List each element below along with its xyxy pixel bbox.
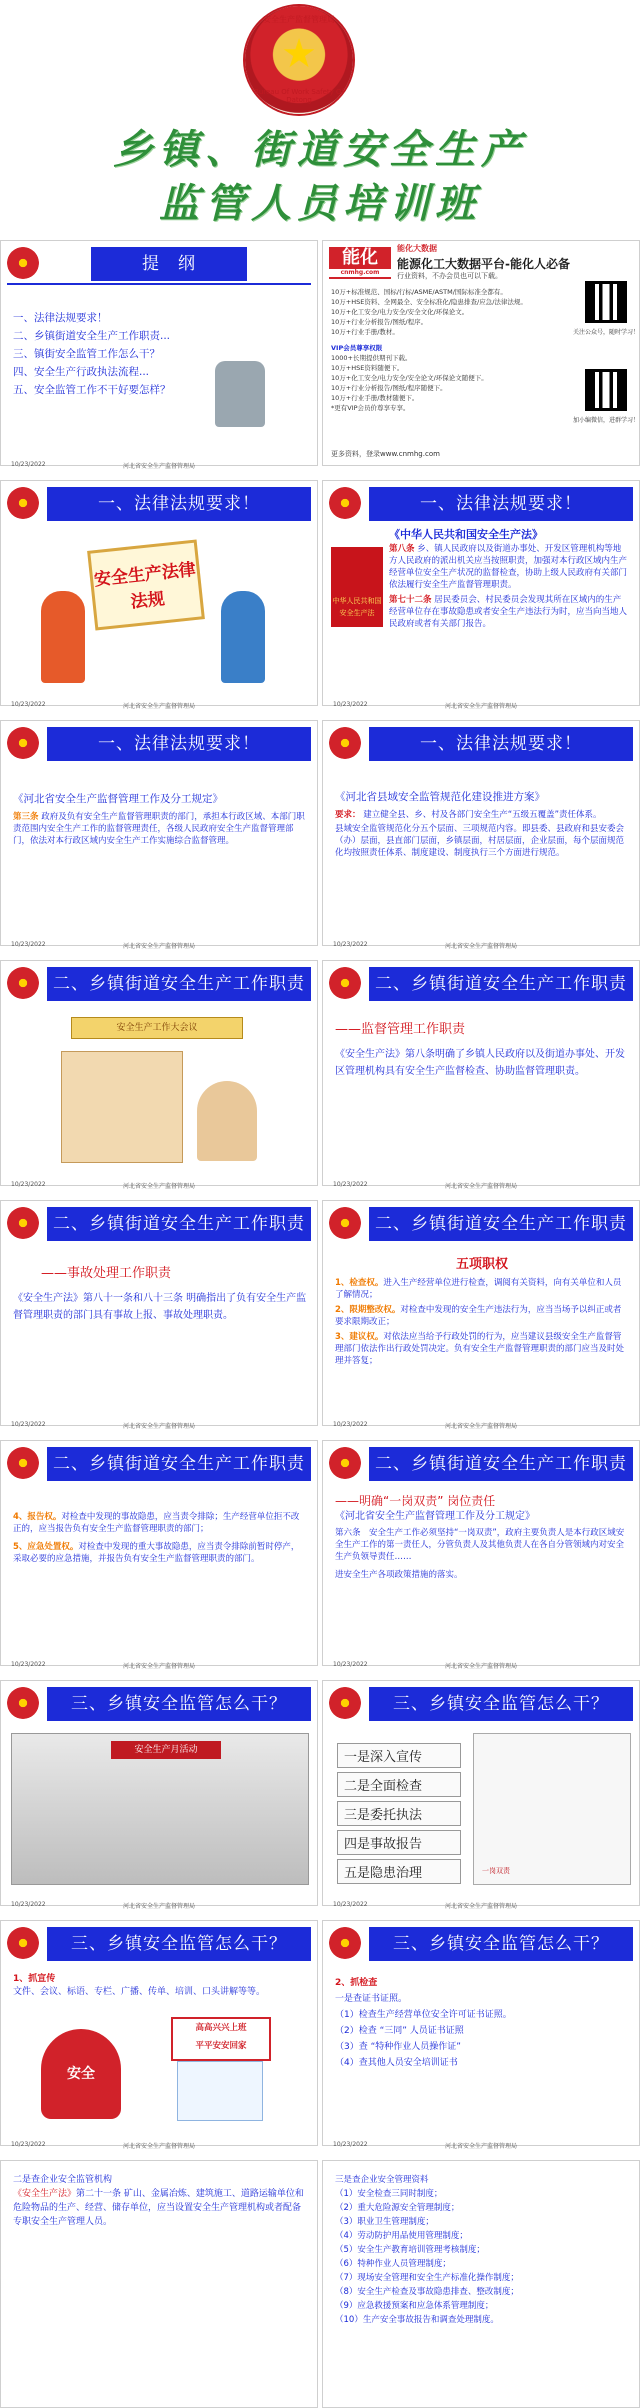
ad-vip-line: 10万+HSE资料随便下。: [331, 364, 404, 372]
slide-footer: 河北省安全生产监督管理局: [444, 1903, 517, 1910]
slide-date: 10/23/2022: [11, 701, 46, 708]
point-heading: 1、抓宣传: [13, 1974, 56, 1984]
emblem-icon: [7, 1207, 39, 1239]
cartoon-figure-icon: [197, 1081, 257, 1161]
slide-footer: 河北省安全生产监督管理局: [122, 1423, 195, 1430]
point-sub: 二是查企业安全监管机构: [13, 2175, 113, 2185]
ad-vip-line: *更有VIP会员价尊享专享。: [331, 404, 410, 412]
ad-vip-title: VIP会员尊享权限: [331, 344, 383, 352]
power-label: 2、限期整改权。: [335, 1305, 401, 1315]
regulation-title: 《河北省安全生产监督管理工作及分工规定》: [335, 1511, 535, 1522]
emblem-icon: [7, 1927, 39, 1959]
slide-footer: 河北省安全生产监督管理局: [444, 2143, 517, 2150]
emblem-icon: [7, 487, 39, 519]
duty-slide-3: [0, 1200, 318, 1430]
law-title: 《中华人民共和国安全生产法》: [389, 528, 543, 541]
activity-banner: 安全生产月活动: [111, 1741, 221, 1759]
power-text: 对依法应当给予行政处罚的行为，应当建议县级安全生产监督管理部门依法作出行政处罚决定。负有安全生产监督管理职责的部门应当及时处理并答复；: [335, 1332, 625, 1366]
material-item: （8）安全生产检查及事故隐患排查、整改制度；: [335, 2287, 519, 2297]
outline-item: 四、安全生产行政执法流程...: [13, 366, 150, 378]
slide-title: 二、乡镇街道安全生产工作职责: [369, 1207, 633, 1241]
material-item: （10）生产安全事故报告和调查处理制度。: [335, 2315, 499, 2325]
ad-footer: 更多资料，登录www.cnmhg.com: [331, 450, 440, 458]
law-scroll: 安全生产法律法规: [87, 539, 205, 630]
ad-vip-line: 10万+行业分析报告/图纸/程序随便下。: [331, 384, 447, 392]
slide-footer: 河北省安全生产监督管理局: [122, 1903, 195, 1910]
qr-caption: 关注公众号，随时学习！: [572, 329, 639, 336]
slide-date: 10/23/2022: [11, 1421, 46, 1428]
section-subheading: ——事故处理工作职责: [41, 1266, 172, 1281]
cover-title-line1: 乡镇、街道安全生产: [113, 126, 527, 173]
slide-title: 一、法律法规要求！: [47, 727, 311, 761]
approach-list: [337, 1739, 461, 1888]
poster-line: 平平安安回家: [195, 2041, 247, 2051]
meeting-banner: 安全生产工作大会议: [71, 1017, 243, 1039]
power-label: 3、建议权。: [335, 1332, 384, 1342]
logo-sub: cnmhg.com: [329, 269, 391, 277]
slide-footer: 河北省安全生产监督管理局: [444, 1663, 517, 1670]
duty-slide-2: [322, 960, 640, 1190]
article-label: 第三条: [13, 812, 39, 822]
law-slide-1: [0, 480, 318, 710]
regulation-title: 《河北省安全生产监督管理工作及分工规定》: [13, 793, 223, 805]
duty-slide-1: [0, 960, 318, 1190]
slide-title: 三、乡镇安全监管怎么干？: [47, 1927, 311, 1961]
slide-date: 10/23/2022: [11, 461, 46, 468]
slide-title: 二、乡镇街道安全生产工作职责: [47, 1207, 311, 1241]
emblem-icon: [329, 1927, 361, 1959]
divider: [7, 283, 311, 285]
power-text: 对检查中发现的重大事故隐患，应当责令排除前暂时停产，采取必要的应急措施，并报告负有安全生产监督管理职责的部门。: [13, 1542, 300, 1564]
ad-vip-line: 10万+行业手册/教材随便下。: [331, 394, 419, 402]
point-detail: 文件、会议、标语、专栏、广播、传单、培训、口头讲解等等。: [13, 1987, 266, 1997]
slide-footer: 河北省安全生产监督管理局: [122, 943, 195, 950]
ad-line: 10万+行业分析报告/图纸/程序。: [331, 318, 428, 326]
emblem-icon: [7, 1447, 39, 1479]
material-item: （7）现场安全管理和安全生产标准化操作制度；: [335, 2273, 519, 2283]
bell-icon: [215, 361, 265, 427]
emblem-icon: [7, 1687, 39, 1719]
slide-title: 一、法律法规要求！: [369, 727, 633, 761]
duty-slide-4: [322, 1200, 640, 1430]
worker-figure-icon: [41, 591, 85, 683]
power-text: 对检查中发现的事故隐患，应当责令排除；生产经营单位拒不改正的，应当报告负有安全生产监督管理职责的部门；: [13, 1512, 300, 1534]
material-item: （4）劳动防护用品使用管理制度；: [335, 2231, 468, 2241]
poster-line: 高高兴兴上班: [195, 2023, 247, 2033]
ad-brand: 能化大数据: [397, 244, 437, 253]
slide-title: 二、乡镇街道安全生产工作职责: [47, 1447, 311, 1481]
cartoon-caption: 一岗双责: [482, 1867, 510, 1875]
law-slide-4: [322, 720, 640, 950]
duty-slide-5: [0, 1440, 318, 1670]
outline-item: 三、镇街安全监管工作怎么干？: [13, 348, 160, 360]
ad-feature-list: [331, 287, 549, 413]
slide-title: 二、乡镇街道安全生产工作职责: [369, 1447, 633, 1481]
qr-caption: 加小编微信，进群学习！: [572, 417, 639, 424]
worker-figure-icon: [221, 591, 265, 683]
howto-slide-5: [0, 2160, 318, 2408]
slide-footer: 河北省安全生产监督管理局: [444, 943, 517, 950]
check-item: （2）检查 “三同” 人员证书证照: [335, 2026, 464, 2036]
check-item: （1）检查生产经营单位安全许可证书证照。: [335, 2010, 512, 2020]
slide-title: 三、乡镇安全监管怎么干？: [369, 1687, 633, 1721]
article-label: 第八条: [389, 544, 415, 554]
ad-slide: [322, 240, 640, 466]
article-label: 第七十二条: [389, 595, 432, 605]
slide-title: 一、法律法规要求！: [369, 487, 633, 521]
material-item: （2）重大危险源安全管理制度；: [335, 2203, 460, 2213]
family-illustration: [177, 2061, 263, 2121]
law-title: 《安全生产法》: [13, 2189, 77, 2199]
ad-line: 10万+行业手册/教材。: [331, 328, 399, 336]
material-item: （3）职业卫生管理制度；: [335, 2217, 434, 2227]
slide-date: 10/23/2022: [11, 941, 46, 948]
safety-helmet-icon: 安全: [41, 2029, 121, 2119]
cnmhg-logo: 能化 cnmhg.com: [329, 247, 391, 279]
material-item: （9）应急救援预案和应急体系管理制度；: [335, 2301, 494, 2311]
emblem-icon: [329, 967, 361, 999]
ad-vip-line: 10万+化工安全/电力安全/安全论文/环保论文随便下。: [331, 374, 488, 382]
slide-title: 二、乡镇街道安全生产工作职责: [47, 967, 311, 1001]
howto-slide-2: [322, 1680, 640, 1910]
emblem-icon: [329, 1207, 361, 1239]
point-sub: 三是查企业安全管理资料: [335, 2175, 429, 2185]
power-label: 5、应急处置权。: [13, 1542, 79, 1552]
howto-slide-1: [0, 1680, 318, 1910]
check-item: （4）查其他人员安全培训证书: [335, 2058, 458, 2068]
point-sub: 一是查证书证照。: [335, 1994, 408, 2004]
section-subheading: ——监督管理工作职责: [335, 1022, 466, 1037]
cover-title-line2: 监管人员培训班: [159, 180, 481, 227]
power-text: 进入生产经营单位进行检查，调阅有关资料，向有关单位和人员了解情况；: [335, 1278, 622, 1300]
slide-footer: 河北省安全生产监督管理局: [122, 1183, 195, 1190]
requirement-label: 要求：: [335, 810, 361, 820]
howto-slide-3: [0, 1920, 318, 2150]
ad-line: 10万+化工安全/电力安全/安全文化/环保论文。: [331, 308, 469, 316]
ad-vip-line: 1000+长期提供期刊下载。: [331, 354, 412, 362]
emblem-bottom-text: Bureau Of Work Safety Of Datong: [254, 88, 344, 104]
power-label: 1、检查权。: [335, 1278, 384, 1288]
emblem-icon: [329, 1687, 361, 1719]
ad-line: 10万+标准规范、国标/行标/ASME/ASTM/国际标准全都有。: [331, 288, 507, 296]
requirement-text: 建立健全县、乡、村及各部门安全生产“五级五覆盖”责任体系。: [363, 810, 602, 820]
outline-item: 二、乡镇街道安全生产工作职责...: [13, 330, 171, 342]
slide-footer: 河北省安全生产监督管理局: [122, 1663, 195, 1670]
slide-date: 10/23/2022: [333, 1661, 368, 1668]
approach-item: 四是事故报告: [337, 1830, 461, 1855]
article-text: 乡、镇人民政府以及街道办事处、开发区管理机构等地方人民政府的派出机关应当按照职责，加强对本行政区域内生产经营单位安全生产状况的监督检查，协助上级人民政府有关部门依法履行安全生产监督管理职责。: [389, 544, 628, 590]
cartoon-sketch-image: [473, 1733, 631, 1885]
emblem-icon: [329, 727, 361, 759]
slide-footer: 河北省安全生产监督管理局: [122, 463, 195, 470]
check-item: （3）查 “特种作业人员操作证”: [335, 2042, 461, 2052]
law-text: 第二十一条 矿山、金属冶炼、建筑施工、道路运输单位和危险物品的生产、经营、储存单位，应当设置安全生产管理机构或者配备专职安全生产管理人员。: [13, 2189, 304, 2227]
law-book-icon: 中华人民共和国安全生产法: [331, 547, 383, 627]
emblem-icon: [329, 1447, 361, 1479]
ad-line: 10万+HSE资料、全网最全、安全标准化/隐患排查/应急/法律法规。: [331, 298, 527, 306]
outline-item: 一、法律法规要求！: [13, 312, 108, 324]
slide-footer: 河北省安全生产监督管理局: [122, 703, 195, 710]
howto-slide-4: [322, 1920, 640, 2150]
emblem-top-text: 安全生产监督管理局: [263, 15, 335, 24]
outline-item: 五、安全监管工作不干好要怎样？: [13, 384, 171, 396]
howto-slide-6: [322, 2160, 640, 2408]
section-subheading: ——明确“一岗双责” 岗位责任: [335, 1494, 496, 1508]
outline-slide: [0, 240, 318, 470]
ad-title: 能源化工大数据平台-能化人必备: [397, 257, 570, 271]
slide-date: 10/23/2022: [333, 701, 368, 708]
slide-title: 提 纲: [91, 247, 247, 281]
slide-date: 10/23/2022: [11, 2141, 46, 2148]
slide-title: 三、乡镇安全监管怎么干？: [47, 1687, 311, 1721]
star-icon: ★: [281, 31, 317, 77]
slide-date: 10/23/2022: [333, 1181, 368, 1188]
qr-code-icon: [585, 369, 627, 411]
section-text: 《安全生产法》第八条明确了乡镇人民政府以及街道办事处、开发区管理机构具有安全生产监督检查、协助监督管理职责。: [335, 1049, 625, 1077]
material-item: （1）安全检查三同时制度；: [335, 2189, 443, 2199]
regulation-title: 《河北省县域安全监管规范化建设推进方案》: [335, 791, 545, 803]
approach-item: 二是全面检查: [337, 1772, 461, 1797]
emblem-icon: [329, 487, 361, 519]
safety-poster: [171, 2017, 271, 2061]
material-item: （6）特种作业人员管理制度；: [335, 2259, 451, 2269]
slide-date: 10/23/2022: [11, 1661, 46, 1668]
point-heading: 2、抓检查: [335, 1978, 378, 1988]
emblem-icon: [7, 727, 39, 759]
slide-date: 10/23/2022: [333, 941, 368, 948]
section-text: 第六条 安全生产工作必须坚持“一岗双责”，政府主要负责人是本行政区域安全生产工作的第一责任人，分管负责人及其他负责人在各自分管领域内对安全生产负领导责任……: [335, 1528, 625, 1562]
slide-date: 10/23/2022: [11, 1181, 46, 1188]
law-slide-2: [322, 480, 640, 710]
cartoon-stack-icon: [61, 1051, 183, 1163]
slide-footer: 河北省安全生产监督管理局: [122, 2143, 195, 2150]
material-item: （5）安全生产教育培训管理考核制度；: [335, 2245, 485, 2255]
slide-footer: 河北省安全生产监督管理局: [444, 1183, 517, 1190]
law-slide-3: [0, 720, 318, 950]
cover-slide: [0, 0, 640, 238]
slide-footer: 河北省安全生产监督管理局: [444, 1423, 517, 1430]
requirement-detail: 县域安全监管规范化分五个层面、三项规范内容。即县委、县政府和县安委会（办）层面，县直部门层面，乡镇层面，村居层面，企业层面，每个层面规范化均按照责任体系、制度建设、制度执行三个方面进行规范。: [335, 824, 625, 858]
section-text: 《安全生产法》第八十一条和八十三条 明确指出了负有安全生产监督管理职责的部门具有事故上报、事故处理职责。: [13, 1293, 307, 1321]
duty-slide-6: [322, 1440, 640, 1670]
slide-date: 10/23/2022: [333, 1901, 368, 1908]
approach-item: 三是委托执法: [337, 1801, 461, 1826]
slide-date: 10/23/2022: [333, 2141, 368, 2148]
article-text: 居民委员会、村民委员会发现其所在区域内的生产经营单位存在事故隐患或者安全生产违法行为时，应当向当地人民政府或者有关部门报告。: [389, 595, 628, 629]
work-safety-emblem: [245, 6, 353, 114]
section-subheading: 五项职权: [455, 1257, 508, 1272]
slide-date: 10/23/2022: [333, 1421, 368, 1428]
slide-title: 三、乡镇安全监管怎么干？: [369, 1927, 633, 1961]
section-text-cont: 进安全生产各项政策措施的落实。: [335, 1570, 463, 1580]
qr-code-icon: [585, 281, 627, 323]
slide-date: 10/23/2022: [11, 1901, 46, 1908]
emblem-icon: [7, 967, 39, 999]
emblem-icon: [7, 247, 39, 279]
slide-title: 二、乡镇街道安全生产工作职责: [369, 967, 633, 1001]
article-text: 政府及负有安全生产监督管理职责的部门，承担本行政区域、本部门职责范围内安全生产工作的监督管理责任，各级人民政府安全生产监督管理部门，依法对本行政区域内安全生产工作实施综合监督管理。: [13, 812, 305, 846]
power-label: 4、报告权。: [13, 1512, 62, 1522]
approach-item: 五是隐患治理: [337, 1859, 461, 1884]
power-text: 对检查中发现的安全生产违法行为，应当当场予以纠正或者要求限期改正；: [335, 1305, 622, 1327]
approach-item: 一是深入宣传: [337, 1743, 461, 1768]
slide-footer: 河北省安全生产监督管理局: [444, 703, 517, 710]
ad-subtitle: 行业资料，不办会员也可以下载。: [397, 272, 502, 280]
slide-title: 一、法律法规要求！: [47, 487, 311, 521]
